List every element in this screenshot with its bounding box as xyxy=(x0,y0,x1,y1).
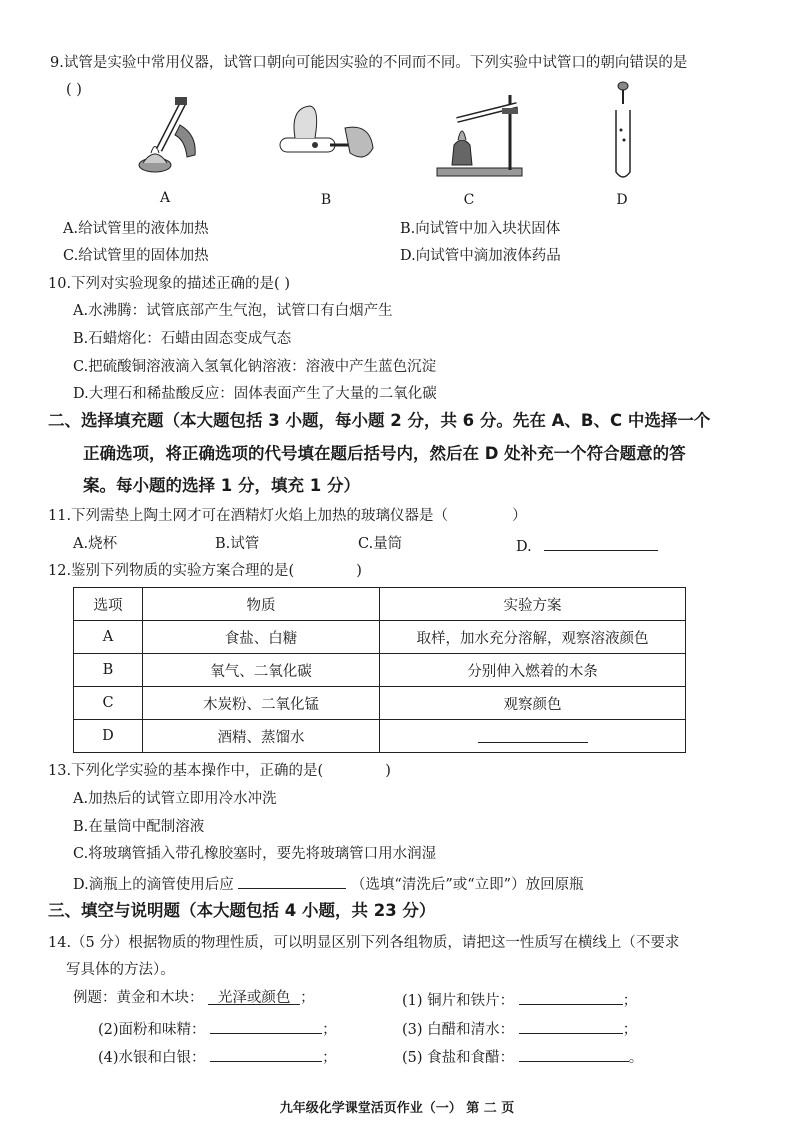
q14-item-3-label: (3) 白醋和清水： xyxy=(402,1022,515,1038)
q13-stem-text: 13.下列化学实验的基本操作中，正确的是( xyxy=(48,763,324,779)
figure-c-heating-solid xyxy=(432,90,527,180)
q14-item-2-label: (2)面粉和味精： xyxy=(98,1022,206,1038)
q10-option-c: C.把硫酸铜溶液滴入氢氧化钠溶液：溶液中产生蓝色沉淀 xyxy=(73,359,437,375)
table-cell-substance: 氧气、二氧化碳 xyxy=(143,654,380,687)
q14-semicolon: ； xyxy=(322,1050,337,1066)
q9-option-b: B.向试管中加入块状固体 xyxy=(400,221,561,237)
q14-semicolon: ； xyxy=(622,1022,638,1038)
section3-heading: 三、填空与说明题（本大题包括 4 小题，共 23 分） xyxy=(48,901,436,920)
figure-a-heating-liquid xyxy=(125,95,205,180)
table-cell-option: B xyxy=(74,654,143,687)
q12-stem xyxy=(48,561,362,581)
q11-option-d-label: D. xyxy=(516,539,532,555)
q12-close: ) xyxy=(356,563,362,579)
q14-item-3 xyxy=(402,1017,637,1040)
q14-item-2 xyxy=(98,1017,337,1040)
table-header-option: 选项 xyxy=(74,588,143,621)
table-row xyxy=(74,621,686,654)
figure-c-label: C xyxy=(463,192,475,208)
figure-d-dropping-liquid xyxy=(608,80,638,185)
q9-stem: 9.试管是实验中常用仪器，试管口朝向可能因实验的不同而不同。下列实验中试管口的朝向错误的是 xyxy=(50,55,688,71)
q9-paren: ( ) xyxy=(66,82,82,98)
q9-option-c: C.给试管里的固体加热 xyxy=(63,248,209,264)
q11-stem xyxy=(48,506,527,526)
figure-d-label: D xyxy=(616,192,628,208)
q14-item-3-blank[interactable] xyxy=(519,1017,623,1034)
q13-option-d-pre: D.滴瓶上的滴管使用后应 xyxy=(73,877,234,893)
table-cell-plan: 观察颜色 xyxy=(380,687,686,720)
q11-answer-blank[interactable] xyxy=(544,534,658,551)
q14-item-5-label: (5) 食盐和食醋： xyxy=(402,1050,515,1066)
q14-item-1-blank[interactable] xyxy=(519,988,623,1005)
q14-item-1 xyxy=(402,988,637,1011)
q14-item-1-label: (1) 铜片和铁片： xyxy=(402,993,515,1009)
q13-option-c: C.将玻璃管插入带孔橡胶塞时，要先将玻璃管口用水润湿 xyxy=(73,846,437,862)
figure-a-label: A xyxy=(159,190,171,206)
section2-heading-line2: 正确选项，将正确选项的代号填在题后括号内，然后在 D 处补充一个符合题意的答 xyxy=(83,444,686,463)
q11-option-d xyxy=(516,534,658,557)
table-row xyxy=(74,654,686,687)
q13-close: ) xyxy=(385,763,391,779)
q14-example-label: 例题：黄金和木块： xyxy=(73,990,204,1006)
q14-semicolon: ； xyxy=(622,993,638,1009)
q14-item-5 xyxy=(402,1045,643,1068)
q14-item-4 xyxy=(98,1045,337,1068)
q11-stem-text: 11.下列需垫上陶土网才可在酒精灯火焰上加热的玻璃仪器是（ xyxy=(48,508,449,524)
q13-stem xyxy=(48,761,391,781)
page-footer: 九年级化学课堂活页作业（一） 第 二 页 xyxy=(279,1101,515,1116)
q13-answer-blank[interactable] xyxy=(238,872,346,889)
q14-stem-line2: 写具体的方法）。 xyxy=(66,962,175,978)
q14-example-answer: 光泽或颜色 xyxy=(208,988,300,1005)
q13-option-a: A.加热后的试管立即用冷水冲洗 xyxy=(73,791,277,807)
q10-option-a: A.水沸腾：试管底部产生气泡，试管口有白烟产生 xyxy=(73,303,393,319)
table-cell-option: D xyxy=(74,720,143,753)
table-cell-substance: 酒精、蒸馏水 xyxy=(143,720,380,753)
section2-heading-line3: 案。每小题的选择 1 分，填充 1 分） xyxy=(83,476,360,495)
q10-stem: 10.下列对实验现象的描述正确的是( ) xyxy=(48,276,290,292)
figure-b-label: B xyxy=(320,192,332,208)
figure-b-adding-solid xyxy=(275,98,380,168)
table-cell-option: C xyxy=(74,687,143,720)
table-row xyxy=(74,720,686,753)
q14-semicolon: ； xyxy=(322,1022,337,1038)
q10-option-d: D.大理石和稀盐酸反应：固体表面产生了大量的二氧化碳 xyxy=(73,386,437,402)
section2-heading-line1: 二、选择填充题（本大题包括 3 小题，每小题 2 分，共 6 分。先在 A、B、C 中选择一个 xyxy=(48,411,711,430)
q11-option-b: B.试管 xyxy=(215,536,260,552)
q11-option-a: A.烧杯 xyxy=(73,536,118,552)
q14-period: 。 xyxy=(628,1050,644,1066)
q11-close: ） xyxy=(512,508,527,524)
q14-example xyxy=(73,988,315,1008)
table-header-row xyxy=(74,588,686,621)
q13-option-d xyxy=(73,872,584,895)
table-cell-plan xyxy=(380,720,686,753)
table-cell-plan: 取样，加水充分溶解，观察溶液颜色 xyxy=(380,621,686,654)
q12-table xyxy=(73,587,686,753)
q12-answer-blank[interactable] xyxy=(478,726,588,743)
table-cell-substance: 木炭粉、二氧化锰 xyxy=(143,687,380,720)
q9-option-d: D.向试管中滴加液体药品 xyxy=(400,248,561,264)
q14-stem-line1: 14.（5 分）根据物质的物理性质，可以明显区别下列各组物质，请把这一性质写在横线上（不要求 xyxy=(48,935,680,951)
q12-stem-text: 12.鉴别下列物质的实验方案合理的是( xyxy=(48,563,295,579)
table-header-plan: 实验方案 xyxy=(380,588,686,621)
table-cell-plan: 分别伸入燃着的木条 xyxy=(380,654,686,687)
q14-item-4-label: (4)水银和白银： xyxy=(98,1050,206,1066)
q13-option-d-post: （选填“清洗后”或“立即”）放回原瓶 xyxy=(350,877,584,893)
q14-semicolon: ； xyxy=(300,990,315,1006)
q14-item-2-blank[interactable] xyxy=(210,1017,322,1034)
table-row xyxy=(74,687,686,720)
q11-option-c: C.量筒 xyxy=(358,536,403,552)
q14-item-5-blank[interactable] xyxy=(519,1045,629,1062)
table-cell-option: A xyxy=(74,621,143,654)
q10-option-b: B.石蜡熔化：石蜡由固态变成气态 xyxy=(73,331,292,347)
table-cell-substance: 食盐、白糖 xyxy=(143,621,380,654)
q9-option-a: A.给试管里的液体加热 xyxy=(63,221,209,237)
q14-item-4-blank[interactable] xyxy=(210,1045,322,1062)
q13-option-b: B.在量筒中配制溶液 xyxy=(73,819,205,835)
table-header-substance: 物质 xyxy=(143,588,380,621)
